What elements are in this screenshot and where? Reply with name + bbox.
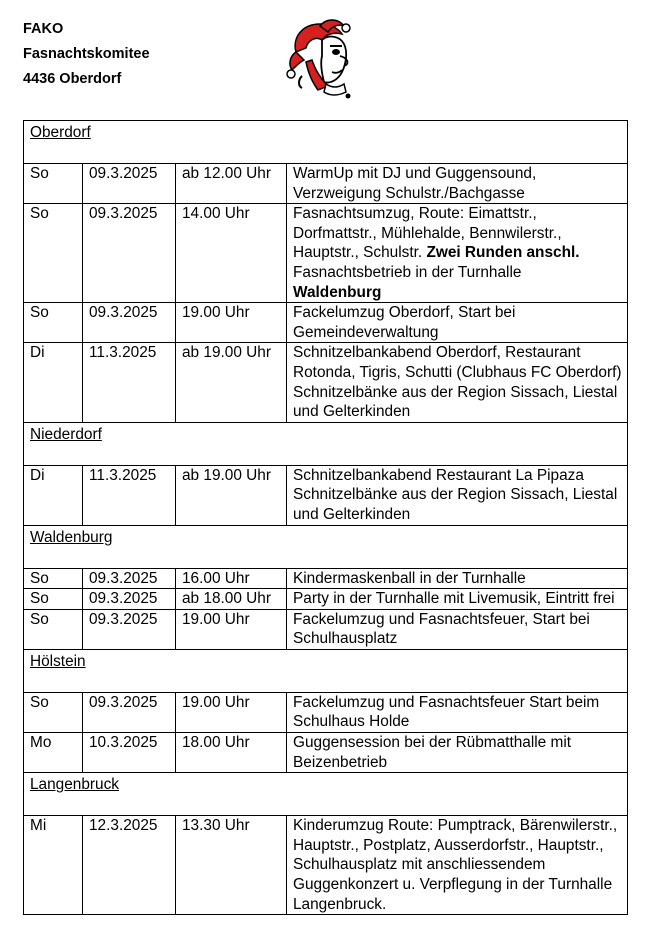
time-cell: 13.30 Uhr xyxy=(176,816,287,915)
section-header-oberdorf xyxy=(24,121,628,164)
org-abbr: FAKO xyxy=(23,21,64,37)
table-row xyxy=(24,568,628,589)
date-cell: 09.3.2025 xyxy=(83,692,176,732)
section-title: Oberdorf xyxy=(30,124,91,141)
day-cell: So xyxy=(24,589,83,610)
org-header xyxy=(23,17,150,92)
description-cell: Kinderumzug Route: Pumptrack, Bärenwilerstr., Hauptstr., Postplatz, Ausserdorfstr., Hauptstr., Schulhausplatz mit anschliessendem Guggenkonzert u. Verpflegung in der Turnhalle Langenbruck. xyxy=(287,816,628,915)
day-cell: Mo xyxy=(24,733,83,773)
description-cell: Schnitzelbankabend Restaurant La Pipaza Schnitzelbänke aus der Region Sissach, Liestal und Gelterkinden xyxy=(287,465,628,525)
day-cell: Di xyxy=(24,343,83,422)
event-schedule-table xyxy=(23,120,628,915)
description-cell: Kindermaskenball in der Turnhalle xyxy=(287,568,628,589)
table-row xyxy=(24,303,628,343)
description-emphasis: Zwei Runden anschl. xyxy=(426,244,580,262)
time-cell: 19.00 Uhr xyxy=(176,609,287,649)
day-cell: Di xyxy=(24,465,83,525)
org-name: Fasnachtskomitee xyxy=(23,46,150,62)
date-cell: 10.3.2025 xyxy=(83,733,176,773)
table-row xyxy=(24,589,628,610)
day-cell: So xyxy=(24,164,83,204)
description-cell: Guggensession bei der Rübmatthalle mit Beizenbetrieb xyxy=(287,733,628,773)
date-cell: 09.3.2025 xyxy=(83,204,176,303)
time-cell: 16.00 Uhr xyxy=(176,568,287,589)
table-row xyxy=(24,816,628,915)
time-cell: 14.00 Uhr xyxy=(176,204,287,303)
table-row xyxy=(24,343,628,422)
section-header-hoelstein xyxy=(24,649,628,692)
day-cell: Mi xyxy=(24,816,83,915)
day-cell: So xyxy=(24,609,83,649)
time-cell: 19.00 Uhr xyxy=(176,303,287,343)
section-header-langenbruck xyxy=(24,773,628,816)
time-cell: ab 19.00 Uhr xyxy=(176,343,287,422)
description-cell xyxy=(287,204,628,303)
date-cell: 12.3.2025 xyxy=(83,816,176,915)
table-row xyxy=(24,465,628,525)
date-cell: 11.3.2025 xyxy=(83,343,176,422)
description-cell: Party in der Turnhalle mit Livemusik, Eintritt frei xyxy=(287,589,628,610)
description-cell: Fackelumzug und Fasnachtsfeuer, Start bei Schulhausplatz xyxy=(287,609,628,649)
section-title: Langenbruck xyxy=(30,776,119,794)
date-cell: 09.3.2025 xyxy=(83,568,176,589)
day-cell: So xyxy=(24,303,83,343)
table-row xyxy=(24,609,628,649)
description-text: Fasnachtsumzug, Route: Eimattstr., Dorfmattstr., Mühlehalde, Bennwilerstr., Hauptstr., Schulstr. xyxy=(293,205,562,262)
section-title: Hölstein xyxy=(30,652,86,670)
section-header-niederdorf xyxy=(24,422,628,465)
time-cell: 18.00 Uhr xyxy=(176,733,287,773)
org-address: 4436 Oberdorf xyxy=(23,71,122,87)
description-cell: Fackelumzug Oberdorf, Start bei Gemeindeverwaltung xyxy=(287,303,628,343)
section-header-waldenburg xyxy=(24,525,628,568)
jester-logo xyxy=(282,16,362,100)
date-cell: 09.3.2025 xyxy=(83,164,176,204)
description-emphasis-location: Waldenburg xyxy=(293,283,382,301)
description-cell: Fackelumzug und Fasnachtsfeuer Start beim Schulhaus Holde xyxy=(287,692,628,732)
day-cell: So xyxy=(24,204,83,303)
description-text-continued: Fasnachtsbetrieb in der Turnhalle xyxy=(293,263,522,281)
time-cell: ab 19.00 Uhr xyxy=(176,465,287,525)
day-cell: So xyxy=(24,692,83,732)
date-cell: 09.3.2025 xyxy=(83,589,176,610)
date-cell: 11.3.2025 xyxy=(83,465,176,525)
description-cell: Schnitzelbankabend Oberdorf, Restaurant Rotonda, Tigris, Schutti (Clubhaus FC Oberdorf) Schnitzelbänke aus der Region Sissach, Liestal und Gelterkinden xyxy=(287,343,628,422)
time-cell: ab 18.00 Uhr xyxy=(176,589,287,610)
date-cell: 09.3.2025 xyxy=(83,303,176,343)
table-row xyxy=(24,164,628,204)
date-cell: 09.3.2025 xyxy=(83,609,176,649)
section-title: Niederdorf xyxy=(30,425,102,443)
section-title: Waldenburg xyxy=(30,528,113,546)
description-cell: WarmUp mit DJ und Guggensound, Verzweigung Schulstr./Bachgasse xyxy=(287,164,628,204)
table-row xyxy=(24,733,628,773)
table-row xyxy=(24,692,628,732)
time-cell: 19.00 Uhr xyxy=(176,692,287,732)
time-cell: ab 12.00 Uhr xyxy=(176,164,287,204)
day-cell: So xyxy=(24,568,83,589)
table-row xyxy=(24,204,628,303)
